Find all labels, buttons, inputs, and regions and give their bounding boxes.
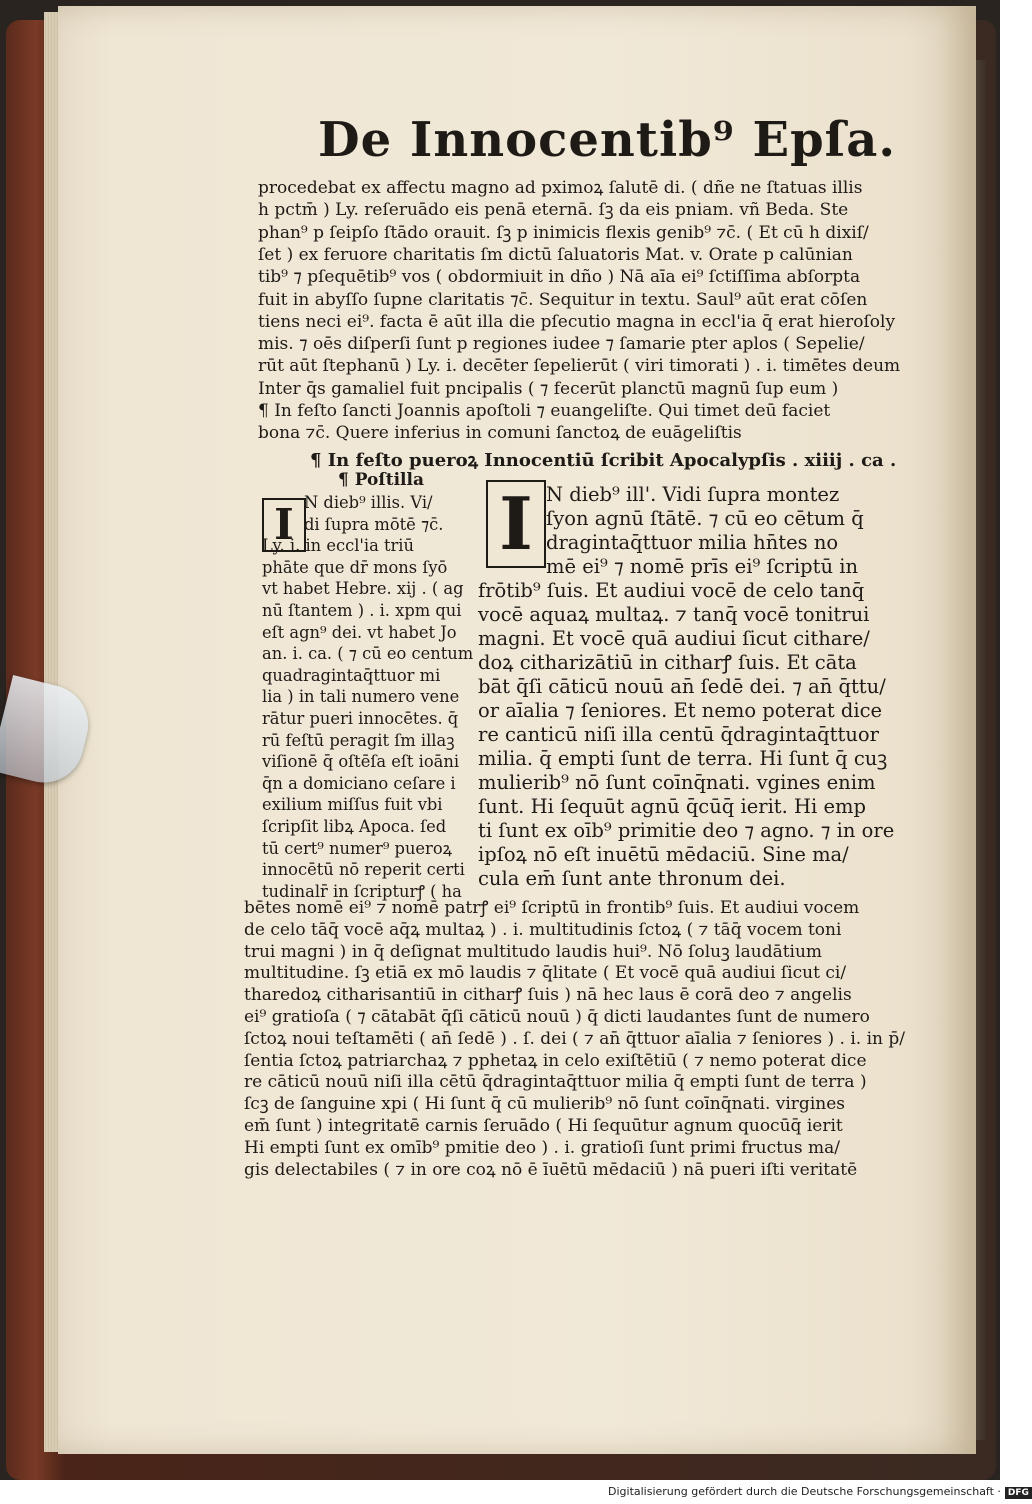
right-col-line: ſyon agnū ſtātē. ⁊ cū eo cētum q̄: [546, 507, 864, 530]
bottom-block-line: ſcꝫ de ſanguine xpi ( Hi ſunt q̄ cū mulierib⁹ nō ſunt coīnq̄nati. virgines: [244, 1094, 845, 1115]
left-col-line: q̄n a domiciano ceſare i: [262, 773, 456, 793]
top-block-line: fuit in abyſſo ſupne claritatis ⁊c̄. Sequitur in textu. Saul⁹ aūt erat cōſen: [258, 289, 868, 310]
top-block-line: ¶ In feſto ſancti Joannis apoſtoli ⁊ euangeliſte. Qui timet deū faciet: [258, 401, 831, 421]
right-col-line: magni. Et vocē quā audiui ſicut cithare/: [478, 627, 870, 650]
right-col-line: or aīalia ⁊ ſeniores. Et nemo poterat dice: [478, 699, 883, 722]
top-block-line: mis. ⁊ oēs diſperſi ſunt p regiones iudee ⁊ ſamarie pter aplos ( Sepelie/: [258, 334, 865, 355]
right-col-line: mē ei⁹ ⁊ nomē prīs ei⁹ ſcriptū in: [546, 555, 859, 578]
right-col-line: milia. q̄ empti ſunt de terra. Hi ſunt q̄ cuꝫ: [478, 747, 888, 770]
left-col-line: exilium miſſus fuit vbi: [262, 795, 443, 815]
top-block-line: h pctm̄ ) Ly. reſeruādo eis penā eternā. ſꝫ da eis pniam. vñ Beda. Ste: [258, 200, 849, 221]
dfg-logo: DFG: [1005, 1487, 1032, 1499]
drop-cap-left: I: [262, 498, 306, 552]
right-col-line: re canticū niſi illa centū q̄dragintaq̄ttuor: [478, 723, 879, 746]
left-col-line: di ſupra mōtē ⁊c̄.: [304, 514, 444, 534]
bottom-block-line: ſentia ſctoꝝ patriarchaꝝ ⁊ pphetaꝝ in celo exiſtētiū ( ⁊ nemo poterat dice: [244, 1050, 867, 1071]
right-col-line: frōtib⁹ ſuis. Et audiui vocē de celo tanq̄: [478, 579, 865, 602]
top-block-line: ſet ) ex feruore charitatis ſm dictū ſaluatoris Mat. v. Orate p calūnian: [258, 244, 853, 265]
bottom-block-line: Hi empti ſunt ex omīb⁹ pmitie deo ) . i. gratioſi ſunt primi fructus ma/: [244, 1137, 841, 1158]
page-title: De Innocentib⁹ Epſa.: [318, 112, 897, 168]
bottom-block-line: bētes nomē ei⁹ ⁊ nomē patrꝭ ei⁹ ſcriptū in frontib⁹ ſuis. Et audiui vocem: [244, 898, 860, 918]
postilla-label: ¶ Poſtilla: [338, 470, 424, 490]
right-col-line: cula em̄ ſunt ante thronum dei.: [478, 867, 786, 890]
bottom-block-line: gis delectabiles ( ⁊ in ore coꝝ nō ē īuētū mēdaciū ) nā pueri iſti veritatē: [244, 1159, 858, 1180]
left-col-line: eſt agn⁹ dei. vt habet Jo: [262, 622, 457, 642]
bottom-block-line: em̄ ſunt ) integritatē carnis ſeruādo ( Hi ſequūtur agnum quocūq̄ ierit: [244, 1116, 843, 1136]
right-col-line: doꝝ citharizātiū in citharꝭ ſuis. Et cāta: [478, 651, 857, 674]
bottom-block-line: ei⁹ gratioſa ( ⁊ cātabāt q̄ſi cāticū nouū ) q̄ dicti laudantes ſunt de numero: [244, 1007, 870, 1027]
left-col-line: lia ) in tali numero vene: [262, 687, 460, 707]
left-col-line: viſionē q̄ oſtēſa eſt ioāni: [262, 752, 460, 772]
left-col-line: nū ſtantem ) . i. xpm qui: [262, 601, 462, 620]
top-block-line: Inter q̄s gamaliel fuit pncipalis ( ⁊ fecerūt planctū magnū ſup eum ): [258, 378, 839, 399]
top-block-line: tiens neci ei⁹. facta ē aūt illa die pſecutio magna in eccl'ia q̄ erat hieroſoly: [258, 311, 896, 332]
right-col-line: bāt q̄ſi cāticū nouū an̄ ſedē dei. ⁊ an̄ q̄ttu/: [478, 675, 886, 698]
left-col-line: tū cert⁹ numer⁹ pueroꝝ: [262, 838, 453, 858]
bottom-block-line: trui magni ) in q̄ deſignat multitudo laudis hui⁹. Nō ſoluꝫ laudātium: [244, 941, 823, 962]
top-block-line: bona ⁊c̄. Quere inferius in comuni ſanctoꝝ de euāgeliſtis: [258, 423, 742, 444]
right-col-line: ſunt. Hi ſequūt agnū q̄cūq̄ ierit. Hi emp: [478, 795, 866, 818]
right-col-line: N dieb⁹ ill'. Vidi ſupra montez: [546, 483, 840, 506]
left-col-line: rū feſtū peragit ſm illaꝫ: [262, 730, 455, 750]
bottom-block-line: re cāticū nouū niſi illa cētū q̄dragintaq̄ttuor milia q̄ empti ſunt de terra ): [244, 1072, 867, 1093]
left-col-line: quadragintaq̄ttuor mi: [262, 665, 441, 685]
bottom-block-line: tharedoꝝ citharisantiū in citharꝭ ſuis ) nā hec laus ē corā deo ⁊ angelis: [244, 985, 852, 1006]
footer-credit: [608, 1485, 1029, 1503]
right-col-line: ti ſunt ex oīb⁹ primitie deo ⁊ agno. ⁊ in ore: [478, 819, 895, 842]
top-block-line: rūt aūt ſtephanū ) Ly. i. decēter ſepelierūt ( viri timorati ) . i. timētes deum: [258, 356, 901, 377]
right-col-line: mulierib⁹ nō ſunt coīnq̄nati. vgines enim: [478, 771, 876, 794]
drop-cap-right: I: [486, 480, 546, 568]
section-heading: ¶ In feſto pueroꝝ Innocentiū ſcribit Apocalypſis . xiiij . ca .: [310, 450, 897, 471]
left-col-line: rātur pueri innocētes. q̄: [262, 709, 459, 728]
top-block-line: phan⁹ p ſeipſo ſtādo orauit. ſꝫ p inimicis flexis genib⁹ ⁊c̄. ( Et cū h dixiſ/: [258, 222, 869, 243]
right-col-line: vocē aquaꝝ multaꝝ. ⁊ tanq̄ vocē tonitrui: [478, 603, 870, 626]
right-col-line: ipſoꝝ nō eſt inuētū mēdaciū. Sine ma/: [478, 843, 849, 866]
left-col-line: Ly. i. in eccl'ia triū: [262, 536, 414, 556]
top-block-line: tib⁹ ⁊ pſequētib⁹ vos ( obdormiuit in dño ) Nā aīa ei⁹ ſctiſſima abſorpta: [258, 267, 861, 288]
left-col-line: innocētū nō reperit certi: [262, 860, 465, 880]
left-col-line: tudinalr̄ in ſcripturꝭ ( ha: [262, 881, 462, 901]
left-col-line: an. i. ca. ( ⁊ cū eo centum: [262, 644, 474, 664]
top-block-line: procedebat ex affectu magno ad pximoꝝ ſalutē di. ( dñe ne ſtatuas illis: [258, 178, 863, 198]
left-col-line: phāte que dr̄ mons ſyō: [262, 557, 448, 577]
footer-text: Digitalisierung gefördert durch die Deutsche Forschungsgemeinschaft ·: [608, 1485, 1001, 1498]
bottom-block-line: ſctoꝝ noui teſtamēti ( an̄ ſedē ) . ſ. dei ( ⁊ an̄ q̄ttuor aīalia ⁊ ſeniores ) . i. in p̄/: [244, 1028, 905, 1049]
left-col-line: N dieb⁹ illis. Vi/: [304, 493, 433, 512]
left-col-line: vt habet Hebre. xij . ( ag: [262, 579, 464, 599]
right-col-line: dragintaq̄ttuor milia hn̄tes no: [546, 531, 839, 554]
bottom-block-line: de celo tāq̄ vocē aq̄ꝝ multaꝝ ) . i. multitudinis ſctoꝝ ( ⁊ tāq̄ vocem toni: [244, 919, 842, 940]
left-col-line: ſcripſit libꝝ Apoca. ſed: [262, 817, 447, 836]
bottom-block-line: multitudine. ſꝫ etiā ex mō laudis ⁊ q̄litate ( Et vocē quā audiui ſicut ci/: [244, 963, 847, 984]
